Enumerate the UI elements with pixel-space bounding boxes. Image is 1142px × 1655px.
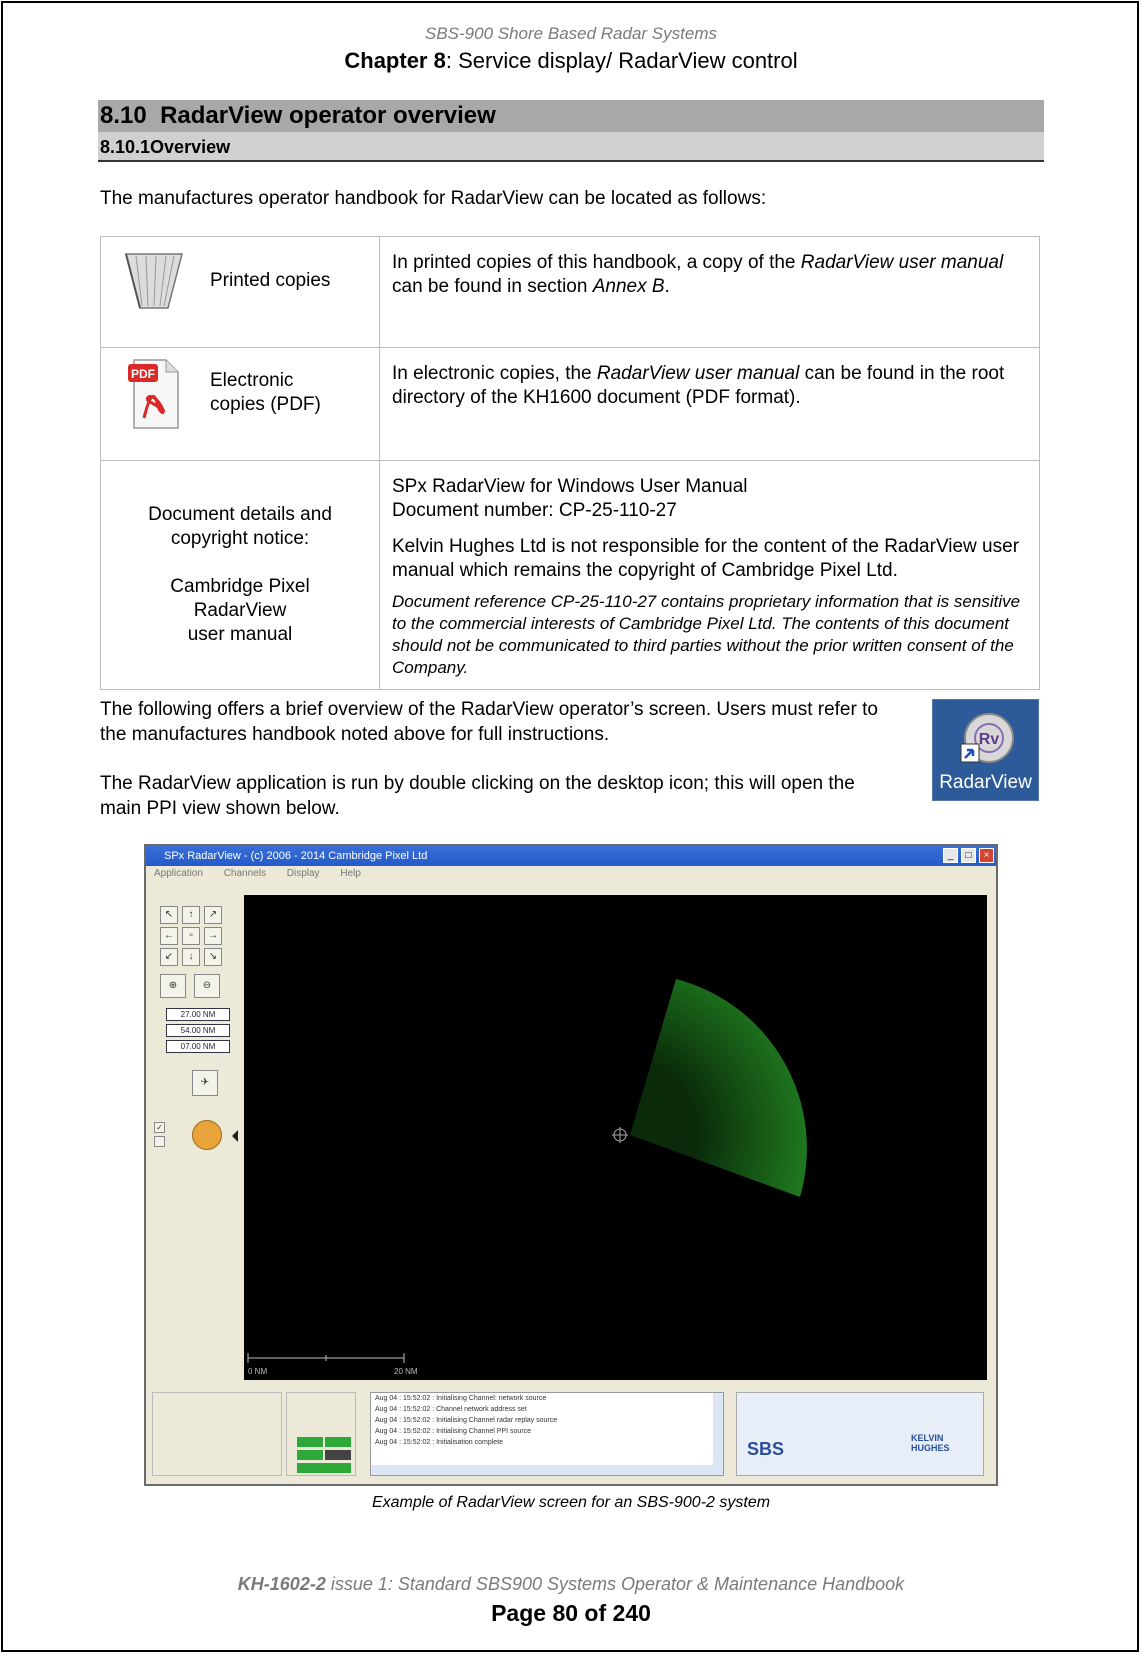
section-number: 8.10 — [100, 102, 147, 129]
chapter-heading — [0, 48, 1142, 74]
printed-book-icon — [102, 248, 206, 314]
radarview-desktop-icon[interactable] — [932, 699, 1039, 801]
document-details-label: Document details and copyright notice: Cambridge Pixel RadarView user manual — [101, 461, 380, 690]
checkbox[interactable] — [154, 1136, 165, 1147]
printed-copies-text: In printed copies of this handbook, a copy of the RadarView user manual can be found in section Annex B. — [380, 237, 1040, 348]
overview-paragraph: The following offers a brief overview of the RadarView operator’s screen. Users must refer to the manufactures handbook noted above for full instructions. — [100, 699, 878, 745]
pan-up-right-button[interactable]: ↗ — [204, 906, 222, 924]
kelvin-hughes-logo: KELVIN HUGHES — [911, 1433, 950, 1453]
subsection-number: 8.10.1 — [100, 137, 151, 157]
message-log[interactable] — [370, 1392, 724, 1476]
table-row — [101, 348, 1040, 461]
window-titlebar: SPx RadarView - (c) 2006 - 2014 Cambridge Pixel Ltd — [146, 846, 996, 866]
pan-down-left-button[interactable]: ↙ — [160, 948, 178, 966]
log-line: Aug 04 : 15:52:02 : Initialising Channel PPI source — [375, 1428, 532, 1435]
handbook-location-table — [100, 236, 1040, 690]
subsection-heading — [98, 132, 1044, 162]
menu-item[interactable]: Help — [340, 868, 361, 879]
cursor-panel — [152, 1392, 282, 1476]
menu-item[interactable]: Application — [154, 868, 203, 879]
channels-panel — [286, 1392, 356, 1476]
printed-copies-label: Printed copies — [210, 270, 331, 291]
document-details-text — [380, 461, 1040, 690]
svg-text:PDF: PDF — [131, 367, 155, 381]
maximize-button[interactable]: □ — [961, 848, 976, 863]
pdf-file-icon — [102, 354, 206, 432]
scale-start-label: 0 NM — [248, 1367, 268, 1376]
scale-end-label: 20 NM — [394, 1367, 418, 1376]
radarview-icon-label: RadarView — [939, 772, 1032, 793]
svg-text:Rv: Rv — [978, 731, 1000, 748]
control-panel — [152, 894, 236, 1374]
status-indicator — [297, 1450, 323, 1460]
table-row — [101, 461, 1040, 690]
menu-item[interactable]: Channels — [223, 868, 266, 879]
status-indicator — [325, 1437, 351, 1447]
chapter-label: Chapter 8 — [344, 48, 446, 73]
radarview-screenshot — [144, 844, 998, 1486]
zoom-in-button[interactable]: ⊕ — [160, 974, 186, 998]
log-line: Aug 04 : 15:52:02 : Channel network address set — [375, 1406, 527, 1413]
manual-title: SPx RadarView for Windows User Manual — [392, 476, 748, 497]
electronic-copies-label: Electronic copies (PDF) — [210, 370, 321, 415]
footer-document: KH-1602-2 issue 1: Standard SBS900 Systems Operator & Maintenance Handbook — [237, 1574, 905, 1594]
ppi-display[interactable] — [244, 895, 987, 1380]
pan-right-button[interactable]: → — [204, 927, 222, 945]
section-heading — [98, 100, 1044, 132]
radar-channel-icon[interactable] — [192, 1120, 222, 1150]
status-indicator — [325, 1450, 351, 1460]
minimize-button[interactable]: _ — [943, 848, 958, 863]
pan-up-left-button[interactable]: ↖ — [160, 906, 178, 924]
range-field[interactable]: 07.00 NM — [166, 1040, 230, 1053]
proprietary-notice: Document reference CP-25-110-27 contains proprietary information that is sensitive to the commercial interests of Cambridge Pixel Ltd. The contents of this document should not be communicated to third parties without the prior written consent of the Company. — [392, 592, 1021, 677]
zoom-out-button[interactable]: ⊖ — [194, 974, 220, 998]
status-panel — [152, 1390, 992, 1480]
log-line: Aug 04 : 15:52:02 : Initialisation complete — [375, 1439, 504, 1446]
status-indicator — [297, 1463, 351, 1473]
collapse-arrow-icon[interactable] — [232, 1130, 238, 1142]
system-title: SBS-900 Shore Based Radar Systems — [425, 24, 717, 43]
overview-paragraph: The RadarView application is run by double clicking on the desktop icon; this will open the main PPI view shown below. — [100, 773, 855, 819]
menu-bar — [146, 866, 996, 882]
log-line: Aug 04 : 15:52:02 : Initialising Channel radar replay source — [375, 1417, 558, 1424]
sbs-logo: SBS — [747, 1439, 785, 1459]
horizontal-scrollbar[interactable] — [371, 1465, 723, 1475]
page-number: Page 80 of 240 — [491, 1600, 651, 1626]
radar-sweep — [244, 895, 987, 1380]
close-button[interactable]: × — [979, 848, 994, 863]
vertical-scrollbar[interactable] — [713, 1393, 723, 1467]
chapter-title: : Service display/ RadarView control — [445, 48, 798, 73]
target-icon[interactable]: ✈ — [192, 1070, 218, 1096]
center-button[interactable]: ▫ — [182, 927, 200, 945]
pan-down-right-button[interactable]: ↘ — [204, 948, 222, 966]
subsection-title: Overview — [150, 137, 231, 157]
figure-caption: Example of RadarView screen for an SBS-900-2 system — [371, 1494, 771, 1511]
electronic-copies-text: In electronic copies, the RadarView user manual can be found in the root directory of the KH1600 document (PDF format). — [380, 348, 1040, 461]
table-row — [101, 237, 1040, 348]
pan-left-button[interactable]: ← — [160, 927, 178, 945]
branding-panel — [736, 1392, 984, 1476]
range-field[interactable]: 27.00 NM — [166, 1008, 230, 1021]
responsibility-disclaimer: Kelvin Hughes Ltd is not responsible for the content of the RadarView user manual which remains the copyright of Cambridge Pixel Ltd. — [392, 536, 1020, 581]
pan-down-button[interactable]: ↓ — [182, 948, 200, 966]
intro-paragraph: The manufactures operator handbook for RadarView can be located as follows: — [100, 188, 767, 209]
radar-dish-icon — [933, 700, 1038, 772]
overview-text — [100, 697, 900, 845]
log-line: Aug 04 : 15:52:02 : Initialising Channel: network source — [375, 1395, 547, 1402]
document-number: Document number: CP-25-110-27 — [392, 500, 677, 521]
range-field[interactable]: 54.00 NM — [166, 1024, 230, 1037]
checkbox[interactable]: ✓ — [154, 1122, 165, 1133]
menu-item[interactable]: Display — [286, 868, 320, 879]
section-title: RadarView operator overview — [160, 102, 496, 129]
status-indicator — [297, 1437, 323, 1447]
pan-up-button[interactable]: ↑ — [182, 906, 200, 924]
